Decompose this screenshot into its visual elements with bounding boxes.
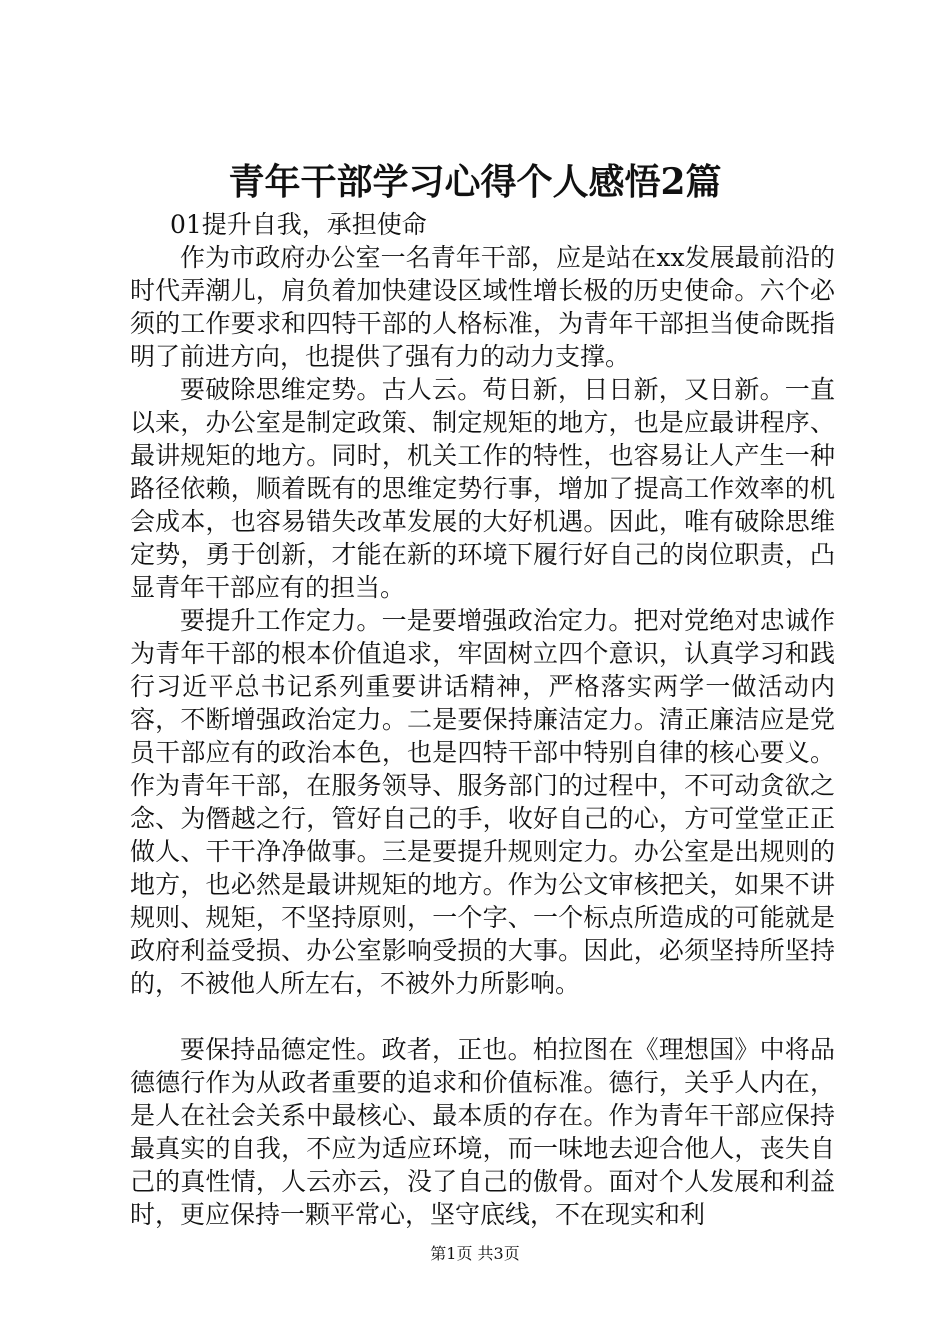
document-title: 青年干部学习心得个人感悟2篇: [228, 161, 722, 203]
paragraph-work-focus: 要提升工作定力。一是要增强政治定力。把对党绝对忠诚作为青年干部的根本价值追求，牢固树立四个意识，认真学习和践行习近平总书记系列重要讲话精神，严格落实两学一做活动内容，不断增强政治定力。二是要保持廉洁定力。清正廉洁应是党员干部应有的政治本色，也是四特干部中特别自律的核心要义。作为青年干部，在服务领导、服务部门的过程中，不可动贪欲之念、为僭越之行，管好自己的手，收好自己的心，方可堂堂正正做人、干干净净做事。三是要提升规则定力。办公室是出规则的地方，也必然是最讲规矩的地方。作为公文审核把关，如果不讲规则、规矩，不坚持原则，一个字、一个标点所造成的可能就是政府利益受损、办公室影响受损的大事。因此，必须坚持所坚持的，不被他人所左右，不被外力所影响。: [130, 606, 835, 998]
document-body: [130, 208, 835, 1231]
paragraph-moral-character: 要保持品德定性。政者，正也。柏拉图在《理想国》中将品德德行作为从政者重要的追求和价值标准。德行，关乎人内在，是人在社会关系中最核心、最本质的存在。作为青年干部应保持最真实的自我，不应为适应环境，而一味地去迎合他人，丧失自己的真性情，人云亦云，没了自己的傲骨。面对个人发展和利益时，更应保持一颗平常心，坚守底线，不在现实和利: [130, 1035, 835, 1229]
paragraph-break-mindset: 要破除思维定势。古人云。苟日新，日日新，又日新。一直以来，办公室是制定政策、制定规矩的地方，也是应最讲程序、最讲规矩的地方。同时，机关工作的特性，也容易让人产生一种路径依赖，顺着既有的思维定势行事，增加了提高工作效率的机会成本，也容易错失改革发展的大好机遇。因此，唯有破除思维定势，勇于创新，才能在新的环境下履行好自己的岗位职责，凸显青年干部应有的担当。: [130, 375, 835, 602]
section-heading: 01提升自我，承担使命: [170, 210, 427, 239]
page-footer: 第1页 共3页: [430, 1244, 520, 1263]
paragraph-intro: 作为市政府办公室一名青年干部，应是站在xx发展最前沿的时代弄潮儿，肩负着加快建设区域性增长极的历史使命。六个必须的工作要求和四特干部的人格标准，为青年干部担当使命既指明了前进方向，也提供了强有力的动力支撑。: [130, 243, 835, 371]
